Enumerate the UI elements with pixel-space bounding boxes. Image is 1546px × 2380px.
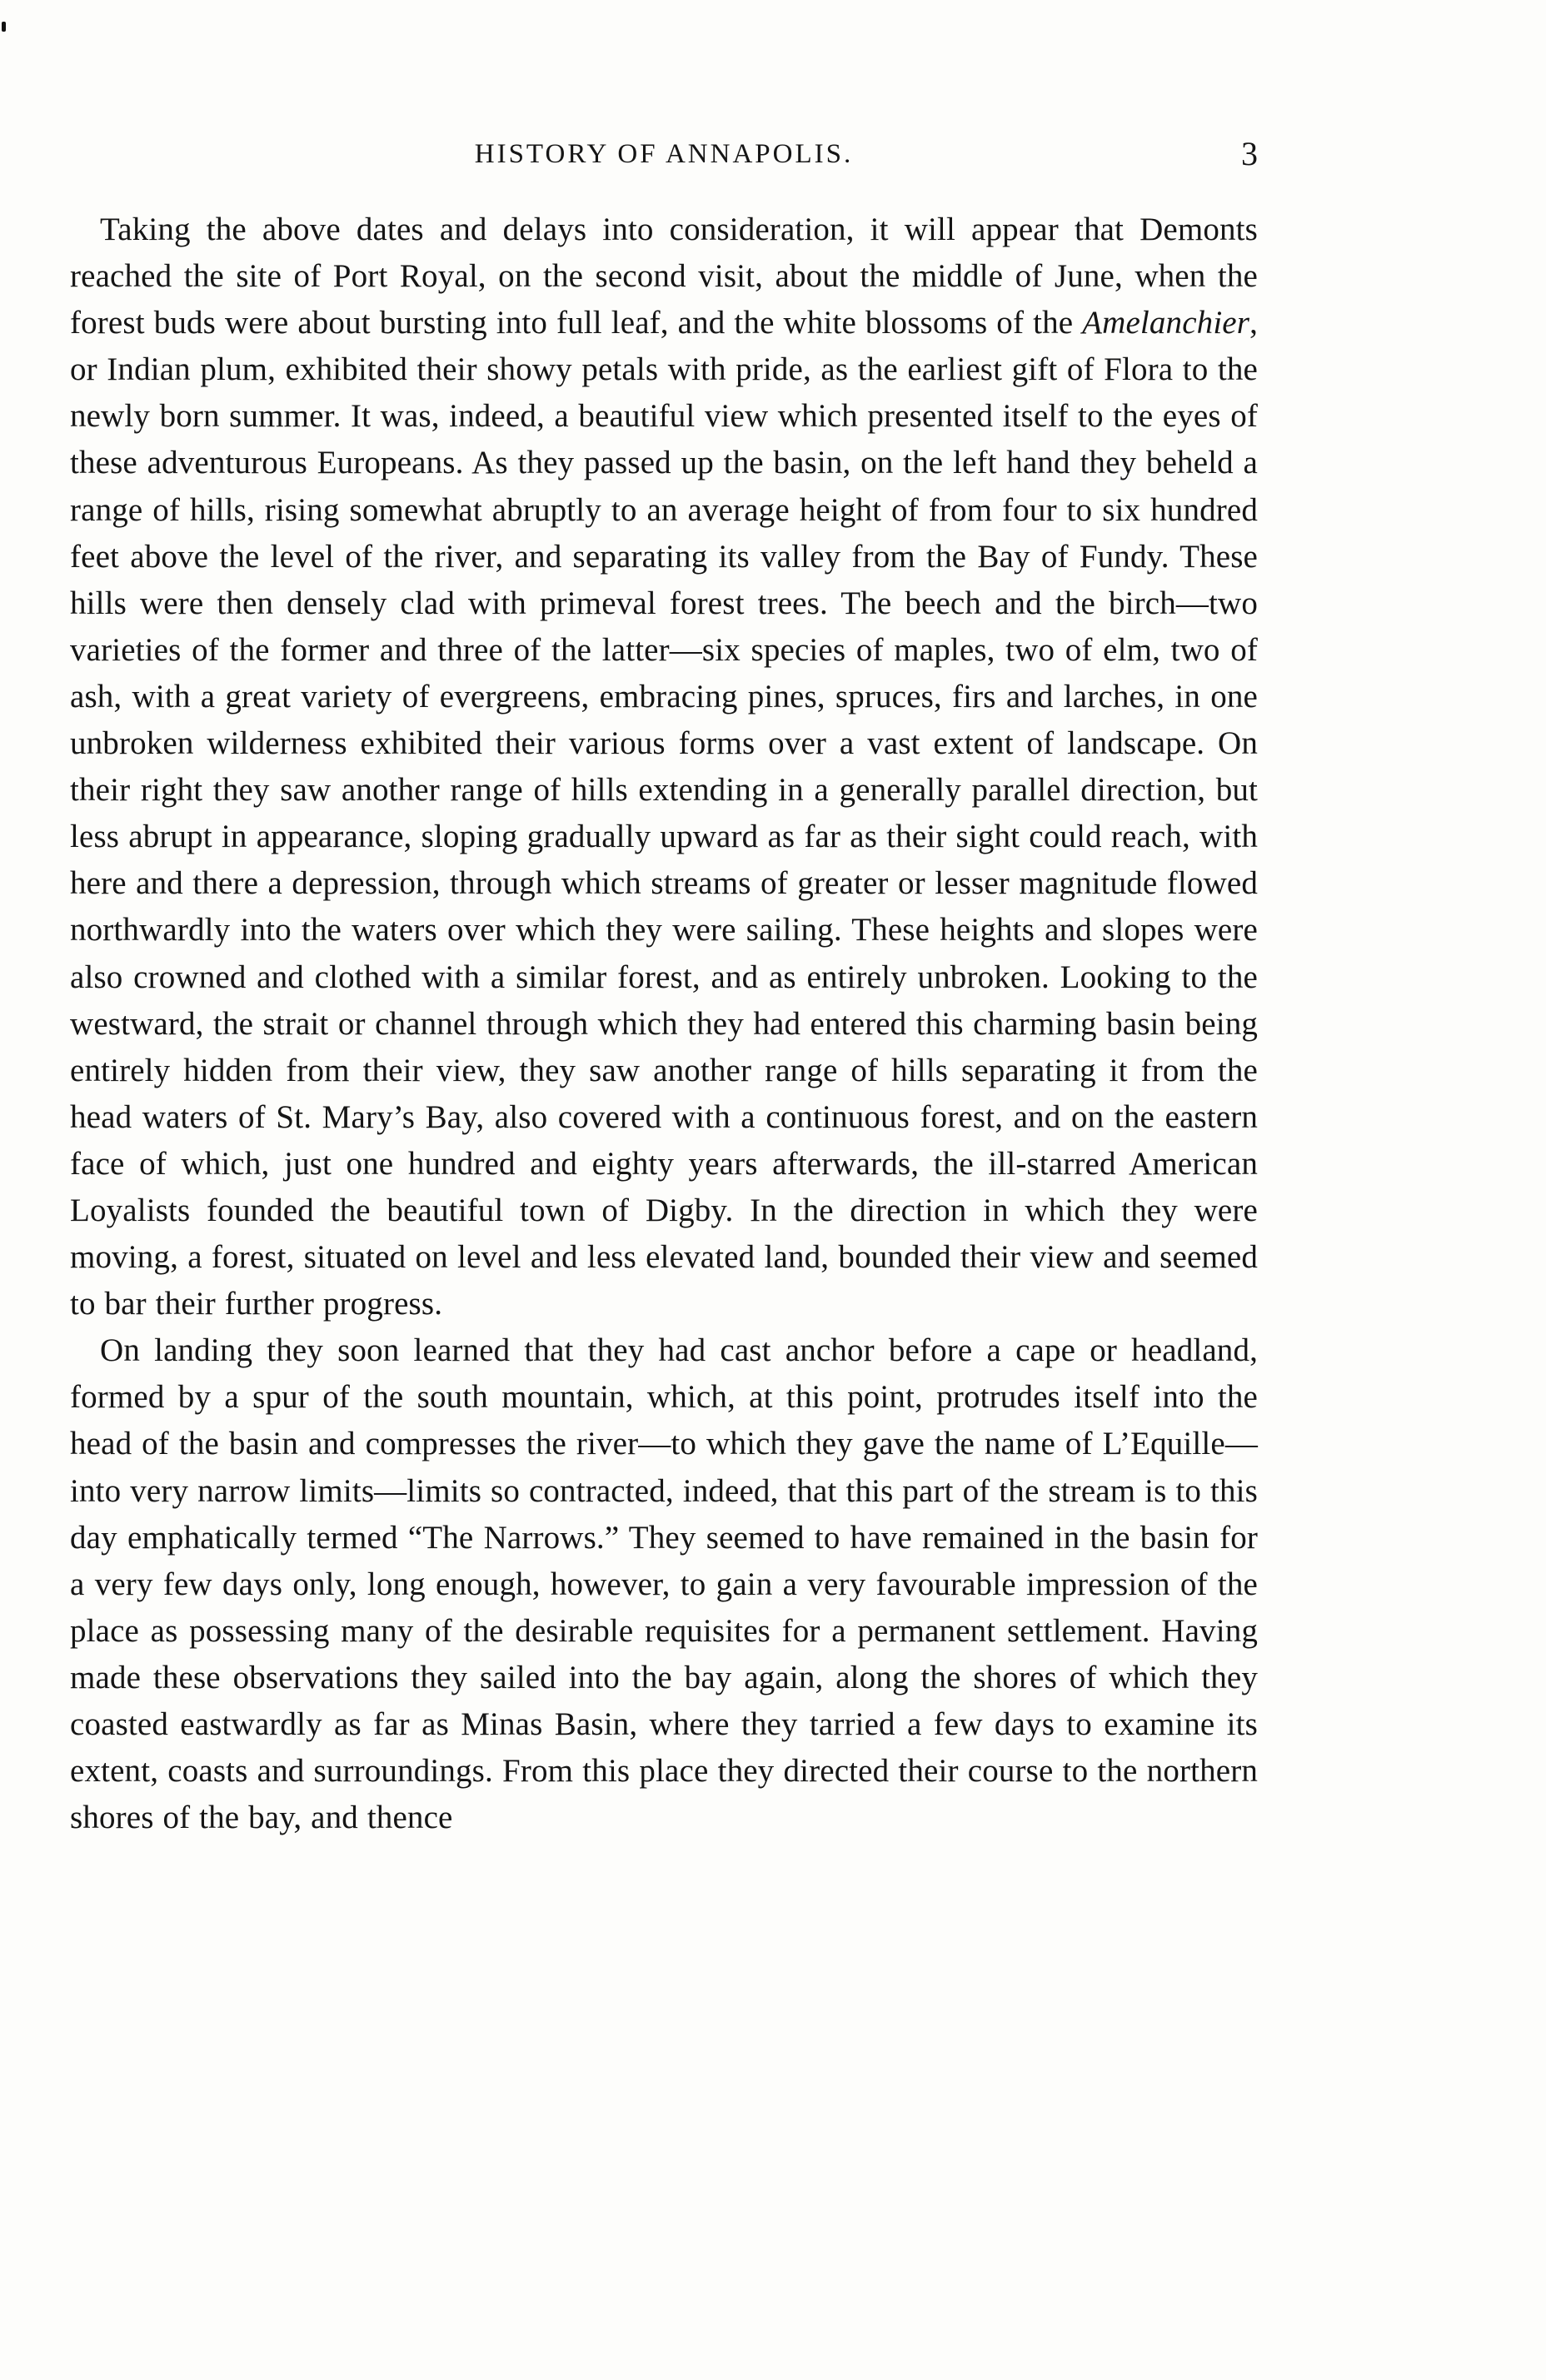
page-number: 3: [1241, 135, 1258, 172]
italic-term: Amelanchier: [1082, 305, 1250, 341]
paragraph-1-rest: , or Indian plum, exhibited their showy petals with pride, as the earliest gift of Flora to the newly born summer. It was, indeed, a beautiful view which presented itself to the eyes of these adventurous Europeans. As they passed up the basin, on the left hand they beheld a range of hills, rising somewhat abruptly to an average height of from four to six hundred feet above the level of the river, and separating its valley from the Bay of Fundy. These hills were then densely clad with primeval forest trees. The beech and the birch—two varieties of the former and three of the latter—six species of maples, two of elm, two of ash, with a great variety of evergreens, embracing pines, spruces, firs and larches, in one unbroken wilderness exhibited their various forms over a vast extent of landscape. On their right they saw another range of hills extending in a generally parallel direction, but less abrupt in appearance, sloping gradually upward as far as their sight could reach, with here and there a depression, through which streams of greater or lesser magnitude flowed northwardly into the waters over which they were sailing. These heights and slopes were also crowned and clothed with a similar forest, and as entirely unbroken. Looking to the westward, the strait or channel through which they had entered this charming basin being entirely hidden from their view, they saw another range of hills separating it from the head waters of St. Mary’s Bay, also covered with a continuous forest, and on the eastern face of which, just one hundred and eighty years afterwards, the ill-starred American Loyalists founded the beautiful town of Digby. In the direction in which they were moving, a forest, situated on level and less elevated land, bounded their view and seemed to bar their further progress.: [70, 305, 1258, 1322]
paragraph-1-start: Taking the above dates and delays into consideration, it will appear that Demonts reached the site of Port Royal, on the second visit, about the middle of June, when the forest buds were about bursting into full leaf, and the white blossoms of the: [70, 212, 1258, 341]
print-speck: [2, 22, 6, 32]
running-head: [70, 133, 1258, 175]
paragraph-2: On landing they soon learned that they had cast anchor before a cape or headland, formed by a spur of the south mountain, which, at this point, protrudes itself into the head of the basin and compresses the river—to which they gave the name of L’Equille—into very narrow limits—limits so contracted, indeed, that this part of the stream is to this day emphatically termed “The Narrows.” They seemed to have remained in the basin for a very few days only, long enough, however, to gain a very favourable impression of the place as possessing many of the desirable requisites for a permanent settlement. Having made these observations they sailed into the bay again, along the shores of which they coasted eastwardly as far as Minas Basin, where they tarried a few days to examine its extent, coasts and surroundings. From this place they directed their course to the northern shores of the bay, and thence: [70, 1332, 1258, 1836]
running-head-title: HISTORY OF ANNAPOLIS.: [474, 139, 854, 169]
body-text: [70, 207, 1258, 1841]
paragraph-1: [70, 207, 1258, 1327]
